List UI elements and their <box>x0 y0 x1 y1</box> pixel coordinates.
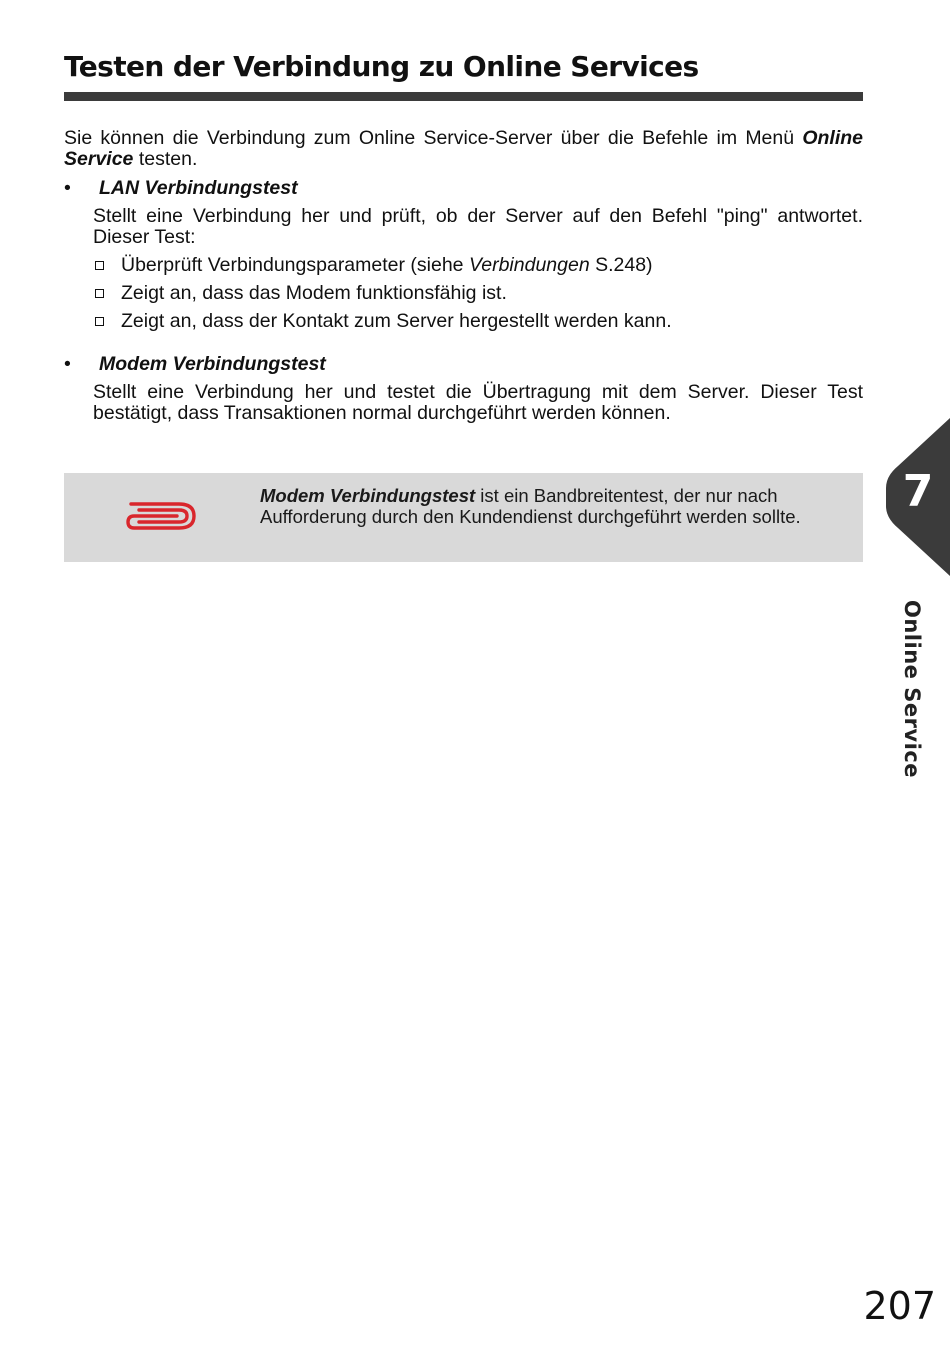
modem-heading <box>64 354 863 375</box>
lan-heading-text: LAN Verbindungstest <box>99 177 298 199</box>
note-bold: Modem Verbindungstest <box>260 485 476 506</box>
chapter-number: 7 <box>902 466 934 517</box>
menu-name: Online Service <box>64 127 863 170</box>
intro-paragraph <box>64 128 863 170</box>
intro-text-end: testen. <box>133 148 198 170</box>
modem-section <box>64 354 863 424</box>
title-rule <box>64 92 863 101</box>
list-item: Zeigt an, dass das Modem funktionsfähig ist. <box>93 283 863 304</box>
lan-section <box>64 178 863 332</box>
chapter-label: Online Service <box>900 600 924 779</box>
lan-heading <box>64 178 863 199</box>
list-item: Überprüft Verbindungsparameter (siehe Verbindungen S.248) <box>93 255 863 276</box>
checkbox-square-icon <box>95 317 104 326</box>
page-number: 207 <box>863 1284 936 1328</box>
page-title: Testen der Verbindung zu Online Services <box>64 50 699 83</box>
bullet: • <box>64 177 71 199</box>
modem-heading-text: Modem Verbindungstest <box>99 353 326 375</box>
note-text: Modem Verbindungstest ist ein Bandbreitentest, der nur nach Aufforderung durch den Kundendienst durchgeführt werden sollte. <box>260 485 801 527</box>
list-item: Zeigt an, dass der Kontakt zum Server hergestellt werden kann. <box>93 311 863 332</box>
bullet: • <box>64 353 71 375</box>
checkbox-square-icon <box>95 261 104 270</box>
cross-reference: Verbindungen <box>468 254 590 276</box>
paperclip-icon <box>125 499 199 533</box>
modem-description: Stellt eine Verbindung her und testet die Übertragung mit dem Server. Dieser Test bestätigt, dass Transaktionen normal durchgeführt werden können. <box>93 381 863 424</box>
lan-description: Stellt eine Verbindung her und prüft, ob der Server auf den Befehl "ping" antwortet. Dieser Test: <box>93 205 863 248</box>
checkbox-square-icon <box>95 289 104 298</box>
intro-text: Sie können die Verbindung zum Online Service-Server über die Befehle im Menü <box>64 127 803 149</box>
